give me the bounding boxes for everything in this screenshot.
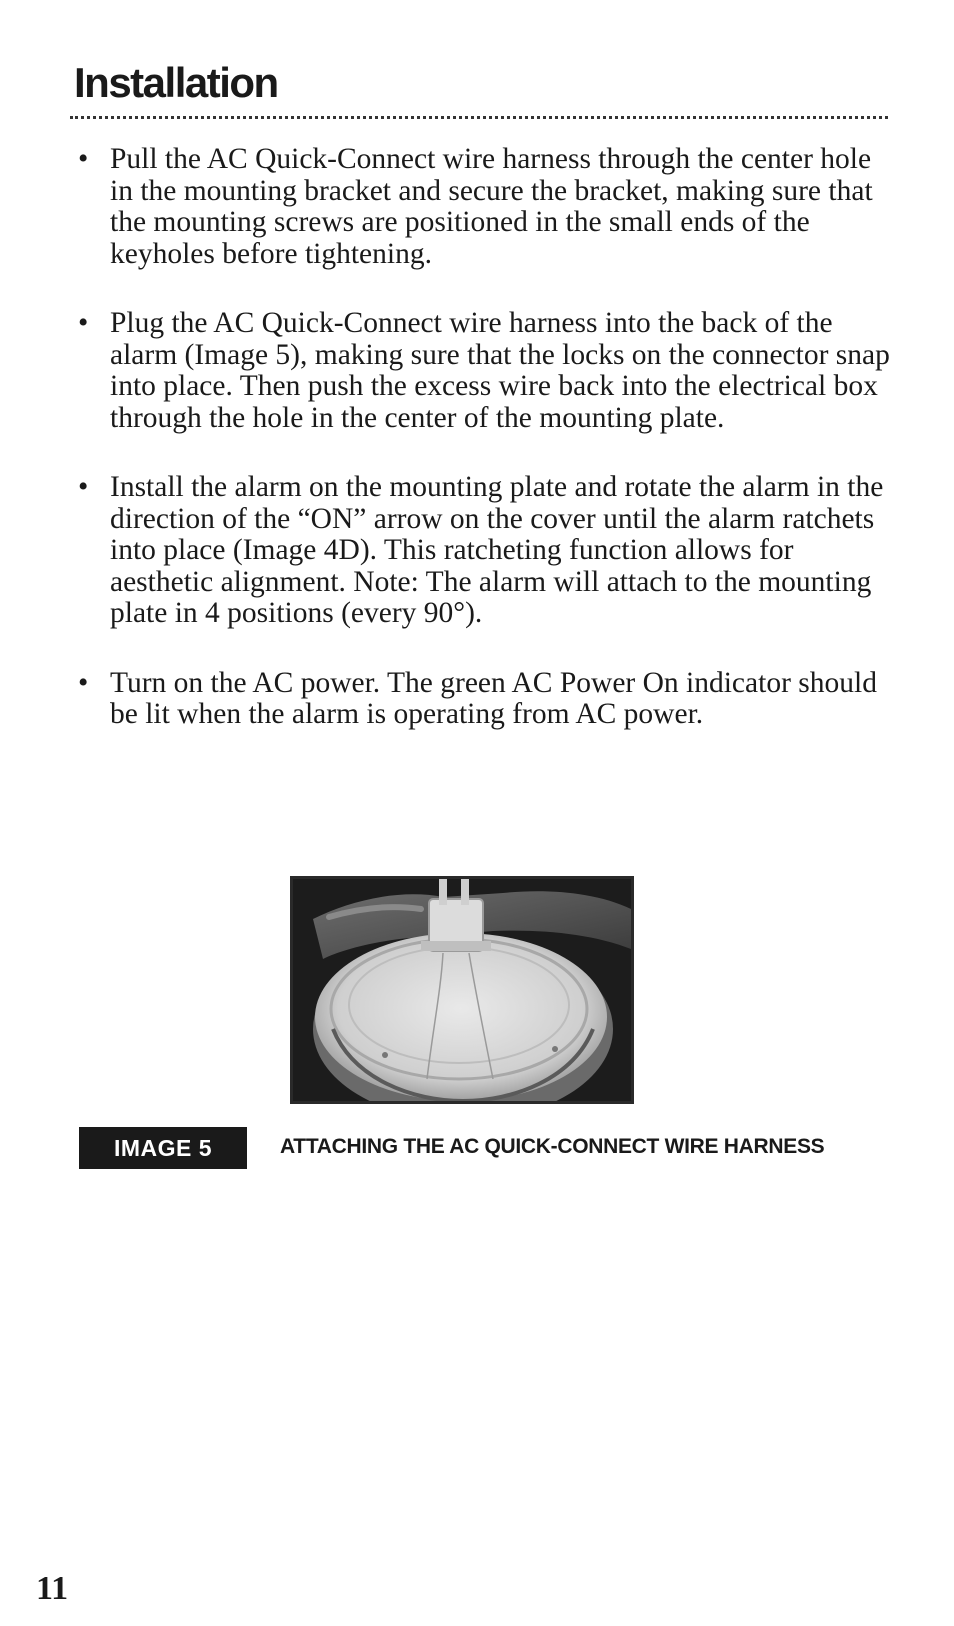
instruction-text: Pull the AC Quick-Connect wire harness through the center hole in the mounting bracket and secure the bracket, making sure that the mounting screws are positioned in the small ends of the keyholes before tightening.: [110, 143, 873, 270]
bullet-mark: •: [78, 307, 89, 339]
page-number: 11: [36, 1570, 69, 1607]
instruction-text: Turn on the AC power. The green AC Power On indicator should be lit when the alarm is operating from AC power.: [110, 666, 877, 730]
figure-caption: ATTACHING THE AC QUICK-CONNECT WIRE HARNESS: [280, 1135, 825, 1158]
alarm-illustration: [293, 879, 631, 1101]
figure-label-badge: IMAGE 5: [79, 1127, 247, 1169]
alarm-connector-photo: [290, 876, 634, 1104]
list-item: [78, 308, 898, 434]
list-item: [78, 668, 898, 731]
list-item: [78, 472, 898, 630]
bullet-mark: •: [78, 666, 89, 699]
instruction-text: Install the alarm on the mounting plate and rotate the alarm in the direction of the “ON” arrow on the cover until the alarm ratchets into place (Image 4D). This ratcheting function allows for aesthetic alignment. Note: The alarm will attach to the mounting plate in 4 positions (every 90°).: [110, 471, 884, 629]
list-item: [78, 144, 898, 270]
bullet-mark: •: [78, 471, 89, 503]
page-title: Installation: [74, 59, 278, 106]
instruction-list: [78, 144, 898, 769]
bullet-mark: •: [78, 143, 89, 175]
dotted-divider: [70, 116, 888, 119]
instruction-text: Plug the AC Quick-Connect wire harness into the back of the alarm (Image 5), making sure that the locks on the connector snap into place. Then push the excess wire back into the electrical box through the hole in the center of the mounting plate.: [110, 307, 890, 434]
